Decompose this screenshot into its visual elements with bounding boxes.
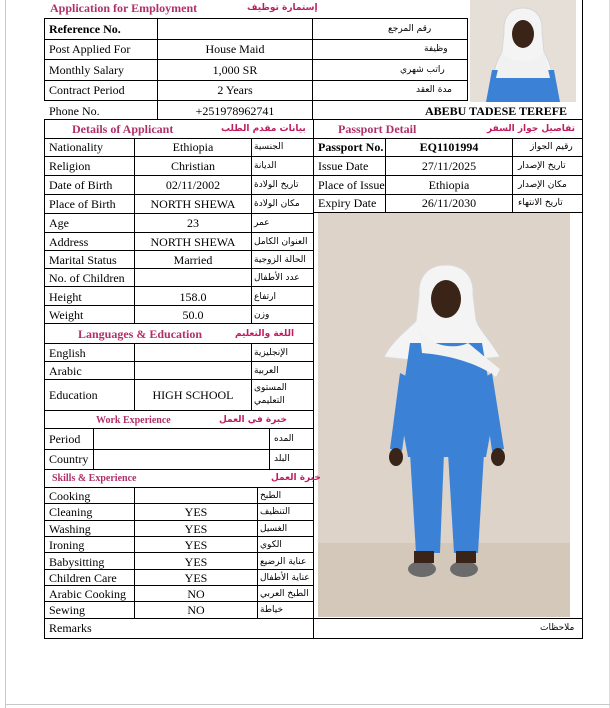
rule bbox=[44, 194, 314, 195]
rule bbox=[44, 601, 314, 602]
pob-value: NORTH SHEWA bbox=[150, 197, 236, 211]
languages-title-en: Languages & Education bbox=[78, 327, 203, 341]
pob-label: Place of Birth bbox=[49, 197, 116, 211]
nationality-value: Ethiopia bbox=[172, 140, 214, 154]
education-label-ar-1: المستوى bbox=[254, 383, 287, 393]
rule bbox=[44, 618, 583, 619]
rule bbox=[44, 585, 314, 586]
issue-date-label-ar: تاريخ الإصدار bbox=[518, 161, 566, 171]
rule bbox=[44, 361, 314, 362]
skill-arabic-cooking-value: NO bbox=[187, 587, 205, 601]
post-label: Post Applied For bbox=[49, 42, 131, 56]
rule bbox=[44, 100, 468, 101]
rule bbox=[269, 428, 270, 470]
skill-sewing-value: NO bbox=[187, 603, 205, 617]
rule bbox=[93, 428, 94, 470]
rule bbox=[313, 138, 583, 139]
rule bbox=[44, 503, 314, 504]
post-label-ar: وظيفة bbox=[424, 44, 448, 54]
rule bbox=[313, 175, 583, 176]
rule bbox=[44, 379, 314, 380]
languages-title-ar: اللغة والتعليم bbox=[235, 329, 295, 339]
dob-label-ar: تاريخ الولادة bbox=[254, 180, 299, 190]
phone-label: Phone No. bbox=[49, 104, 100, 118]
height-label: Height bbox=[49, 290, 82, 304]
place-of-issue-value: Ethiopia bbox=[428, 178, 470, 192]
place-of-issue-label-ar: مكان الإصدار bbox=[518, 180, 567, 190]
marital-label: Marital Status bbox=[49, 253, 117, 267]
rule bbox=[257, 487, 258, 619]
rule bbox=[44, 469, 314, 470]
children-label: No. of Children bbox=[49, 271, 125, 285]
applicant-full-photo bbox=[318, 213, 570, 617]
rule bbox=[44, 552, 314, 553]
skill-washing-label-ar: الغسيل bbox=[260, 524, 288, 534]
skills-title-en: Skills & Experience bbox=[52, 473, 137, 484]
phone-value: +251978962741 bbox=[195, 104, 275, 118]
rule bbox=[44, 638, 583, 639]
form-title-en: Application for Employment bbox=[50, 1, 198, 15]
post-value: House Maid bbox=[205, 42, 265, 56]
remarks-label-ar: ملاحظات bbox=[540, 623, 575, 633]
skill-arabic-cooking-label-ar: الطبخ العربي bbox=[260, 589, 309, 599]
rule bbox=[313, 194, 583, 195]
skill-ironing-value: YES bbox=[184, 538, 208, 552]
english-label: English bbox=[49, 346, 86, 360]
skills-title-ar: خبرة العمل bbox=[271, 473, 321, 483]
passport-no-label: Passport No. bbox=[318, 140, 384, 154]
rule bbox=[44, 18, 468, 19]
work-title-en: Work Experience bbox=[96, 415, 171, 426]
weight-value: 50.0 bbox=[182, 308, 204, 322]
religion-value: Christian bbox=[171, 159, 215, 173]
country-label-ar: البلد bbox=[274, 454, 290, 464]
address-label-ar: العنوان الكامل bbox=[254, 237, 308, 247]
page-edge-bottom bbox=[5, 704, 610, 705]
skill-babysitting-label: Babysitting bbox=[49, 555, 105, 569]
salary-label: Monthly Salary bbox=[49, 63, 124, 77]
skill-ironing-label-ar: الكوي bbox=[260, 540, 282, 550]
reference-label: Reference No. bbox=[49, 22, 121, 36]
rule bbox=[251, 343, 252, 411]
marital-value: Married bbox=[173, 253, 213, 267]
skill-sewing-label-ar: خياطة bbox=[260, 605, 284, 615]
passport-title-ar: تفاصيل جواز السفر bbox=[487, 124, 576, 134]
country-label: Country bbox=[49, 452, 89, 466]
rule bbox=[44, 250, 314, 251]
skill-babysitting-value: YES bbox=[184, 555, 208, 569]
form-title-ar: إستمارة توظيف bbox=[247, 3, 318, 13]
skill-cooking-label: Cooking bbox=[49, 489, 91, 503]
arabic-label-ar: العربية bbox=[254, 366, 279, 376]
education-label: Education bbox=[49, 388, 98, 402]
rule bbox=[44, 232, 314, 233]
salary-label-ar: راتب شهري bbox=[400, 65, 445, 75]
rule bbox=[44, 80, 468, 81]
remarks-label: Remarks bbox=[49, 621, 92, 635]
education-label-ar-2: التعليمي bbox=[254, 396, 285, 406]
weight-label-ar: وزن bbox=[254, 310, 270, 320]
address-label: Address bbox=[49, 235, 89, 249]
skill-washing-label: Washing bbox=[49, 522, 91, 536]
rule bbox=[44, 213, 314, 214]
rule bbox=[313, 156, 583, 157]
rule bbox=[44, 428, 314, 429]
skill-arabic-cooking-label: Arabic Cooking bbox=[49, 587, 126, 601]
rule bbox=[312, 100, 313, 119]
nationality-label-ar: الجنسية bbox=[254, 142, 284, 152]
rule bbox=[44, 410, 314, 411]
religion-label-ar: الديانة bbox=[254, 161, 277, 171]
skill-children-care-value: YES bbox=[184, 571, 208, 585]
rule bbox=[251, 138, 252, 324]
address-value: NORTH SHEWA bbox=[150, 235, 236, 249]
rule bbox=[44, 536, 314, 537]
height-value: 158.0 bbox=[179, 290, 207, 304]
passport-no-value: EQ1101994 bbox=[419, 140, 479, 154]
contract-value: 2 Years bbox=[217, 83, 253, 97]
skill-ironing-label: Ironing bbox=[49, 538, 85, 552]
arabic-label: Arabic bbox=[49, 364, 82, 378]
skill-cooking-label-ar: الطبخ bbox=[260, 491, 282, 501]
details-title-en: Details of Applicant bbox=[72, 122, 174, 136]
rule bbox=[44, 449, 314, 450]
applicant-portrait bbox=[470, 0, 576, 102]
period-label: Period bbox=[49, 432, 81, 446]
reference-label-ar: رقم المرجع bbox=[388, 24, 432, 34]
marital-label-ar: الحالة الزوجية bbox=[254, 255, 306, 265]
rule bbox=[44, 286, 314, 287]
height-label-ar: ارتفاع bbox=[254, 292, 277, 302]
rule bbox=[44, 343, 314, 344]
rule bbox=[44, 39, 468, 40]
skill-sewing-label: Sewing bbox=[49, 603, 85, 617]
nationality-label: Nationality bbox=[49, 140, 103, 154]
skill-children-care-label-ar: عناية الأطفال bbox=[260, 573, 310, 583]
children-label-ar: عدد الأطفال bbox=[254, 273, 300, 283]
issue-date-value: 27/11/2025 bbox=[421, 159, 477, 173]
rule bbox=[44, 268, 314, 269]
details-title-ar: بيانات مقدم الطلب bbox=[221, 124, 306, 134]
skill-babysitting-label-ar: عناية الرضيع bbox=[260, 557, 307, 567]
issue-date-label: Issue Date bbox=[318, 159, 369, 173]
applicant-name: ABEBU TADESE TEREFE bbox=[425, 104, 568, 118]
skill-cleaning-value: YES bbox=[184, 505, 208, 519]
passport-title-en: Passport Detail bbox=[338, 122, 417, 136]
english-label-ar: الإنجليزية bbox=[254, 348, 288, 358]
pob-label-ar: مكان الولادة bbox=[254, 199, 300, 209]
page-edge-left bbox=[5, 0, 6, 708]
skill-washing-value: YES bbox=[184, 522, 208, 536]
rule bbox=[44, 175, 314, 176]
rule bbox=[44, 59, 468, 60]
contract-label: Contract Period bbox=[49, 83, 125, 97]
passport-no-label-ar: رقيم الجواز bbox=[530, 142, 573, 152]
age-label-ar: عمر bbox=[254, 218, 270, 228]
rule bbox=[44, 138, 314, 139]
expiry-date-label-ar: تاريخ الانتهاء bbox=[518, 198, 563, 208]
skill-children-care-label: Children Care bbox=[49, 571, 117, 585]
rule bbox=[44, 487, 314, 488]
rule bbox=[44, 569, 314, 570]
rule bbox=[582, 0, 583, 639]
skill-cleaning-label: Cleaning bbox=[49, 505, 93, 519]
age-value: 23 bbox=[187, 216, 199, 230]
weight-label: Weight bbox=[49, 308, 84, 322]
place-of-issue-label: Place of Issue bbox=[318, 178, 385, 192]
rule bbox=[44, 156, 314, 157]
period-label-ar: المده bbox=[274, 434, 294, 444]
work-title-ar: خبرة في العمل bbox=[219, 415, 287, 425]
age-label: Age bbox=[49, 216, 69, 230]
rule bbox=[512, 138, 513, 213]
expiry-date-value: 26/11/2030 bbox=[421, 196, 477, 210]
education-value: HIGH SCHOOL bbox=[152, 388, 234, 402]
religion-label: Religion bbox=[49, 159, 91, 173]
dob-value: 02/11/2002 bbox=[165, 178, 221, 192]
rule bbox=[44, 618, 45, 639]
rule bbox=[44, 520, 314, 521]
contract-label-ar: مدة العقد bbox=[416, 85, 452, 95]
rule bbox=[44, 323, 314, 324]
salary-value: 1,000 SR bbox=[212, 63, 258, 77]
expiry-date-label: Expiry Date bbox=[318, 196, 377, 210]
dob-label: Date of Birth bbox=[49, 178, 113, 192]
rule bbox=[44, 305, 314, 306]
skill-cleaning-label-ar: التنظيف bbox=[260, 507, 291, 517]
